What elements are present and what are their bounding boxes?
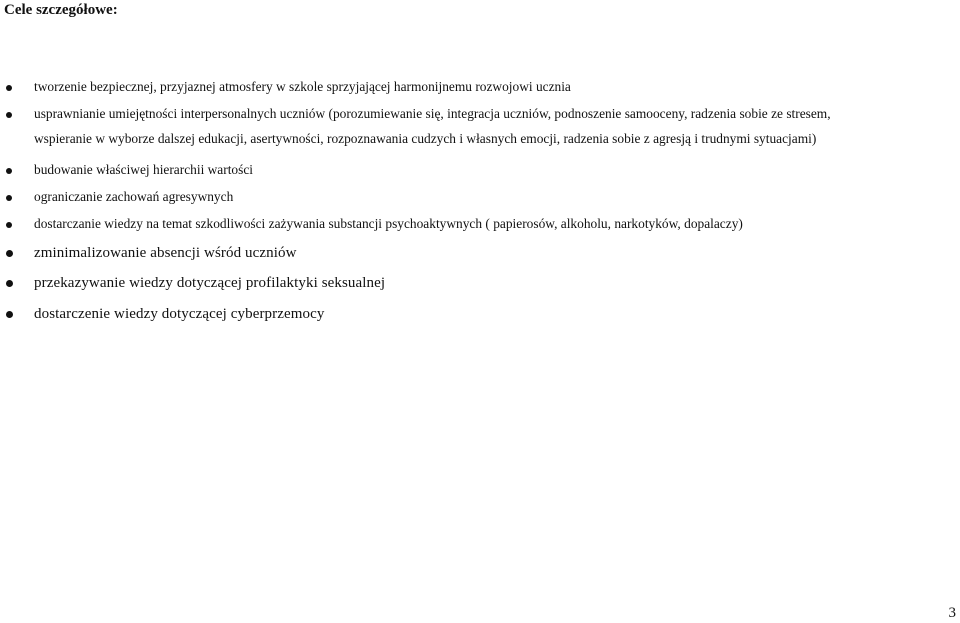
goal-text: wspieranie w wyborze dalszej edukacji, asertywności, rozpoznawania cudzych i własnych emocji, radzenia sobie z agresją i trudnymi sytuacjami) [34, 131, 817, 146]
bullet-icon [6, 280, 13, 287]
page-heading: Cele szczegółowe: [4, 2, 118, 18]
bullet-icon [6, 168, 12, 174]
goal-text: dostarczenie wiedzy dotyczącej cyberprzemocy [34, 306, 325, 322]
bullet-icon [6, 311, 13, 318]
bullet-icon [6, 195, 12, 201]
goal-text: dostarczanie wiedzy na temat szkodliwości zażywania substancji psychoaktywnych ( papierosów, alkoholu, narkotyków, dopalaczy) [34, 216, 743, 231]
bullet-icon [6, 250, 13, 257]
goal-text: przekazywanie wiedzy dotyczącej profilaktyki seksualnej [34, 275, 386, 291]
goal-text: zminimalizowanie absencji wśród uczniów [34, 245, 297, 261]
goal-text: usprawnianie umiejętności interpersonalnych uczniów (porozumiewanie się, integracja uczniów, podnoszenie samooceny, radzenia sobie ze stresem, [34, 106, 831, 121]
bullet-icon [6, 222, 12, 228]
goal-text: budowanie właściwej hierarchii wartości [34, 162, 254, 177]
bullet-icon [6, 85, 12, 91]
bullet-icon [6, 112, 12, 118]
goal-text: tworzenie bezpiecznej, przyjaznej atmosfery w szkole sprzyjającej harmonijnemu rozwojowi ucznia [34, 79, 571, 94]
page-number: 3 [948, 605, 956, 621]
goal-text: ograniczanie zachowań agresywnych [34, 189, 234, 204]
